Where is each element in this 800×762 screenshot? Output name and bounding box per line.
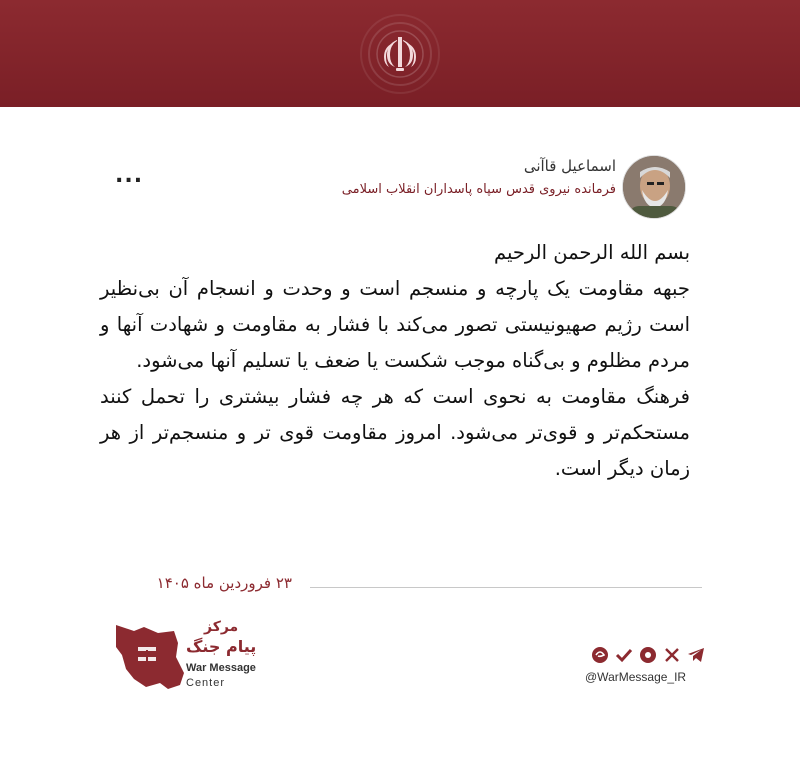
bale-icon[interactable] bbox=[638, 645, 658, 665]
more-options-icon[interactable]: ... bbox=[115, 163, 144, 188]
iran-map-icon bbox=[108, 617, 188, 697]
post-card bbox=[0, 107, 800, 762]
logo-text-markaz: مرکز bbox=[204, 619, 239, 635]
avatar[interactable] bbox=[622, 155, 686, 219]
header-banner bbox=[0, 0, 800, 107]
post-paragraph-2: فرهنگ مقاومت به نحوی است که هر چه فشار بیشتری را تحمل کنند مستحکم‌تر و قوی‌تر می‌شود. امروز مقاومت قوی تر و منسجم‌تر از هر زمان دیگر است. bbox=[100, 385, 690, 480]
logo-text-center: Center bbox=[186, 677, 226, 689]
logo-text-war-message: War Message bbox=[186, 662, 256, 674]
post-body bbox=[100, 235, 690, 487]
war-message-center-logo bbox=[108, 617, 268, 707]
telegram-icon[interactable] bbox=[686, 645, 706, 665]
author-name[interactable]: اسماعیل قاآنی bbox=[523, 157, 616, 175]
iran-emblem-icon bbox=[359, 13, 441, 95]
post-date: ۲۳ فروردین ماه ۱۴۰۵ bbox=[156, 574, 292, 592]
divider bbox=[310, 587, 702, 588]
author-title: فرمانده نیروی قدس سپاه پاسداران انقلاب اسلامی bbox=[341, 182, 616, 197]
check-icon[interactable] bbox=[614, 645, 634, 665]
social-links bbox=[590, 645, 706, 665]
bismillah-line: بسم الله الرحمن الرحیم bbox=[494, 241, 690, 264]
eitaa-icon[interactable] bbox=[590, 645, 610, 665]
social-handle[interactable]: @WarMessage_IR bbox=[585, 670, 687, 684]
post-paragraph-1: جبهه مقاومت یک پارچه و منسجم است و وحدت و انسجام آن بی‌نظیر است رژیم صهیونیستی تصور می‌کند با فشار به مقاومت و شهادت آنها و مردم مظلوم و بی‌گناه موجب شکست یا ضعف یا تسلیم آنها می‌شود. bbox=[100, 277, 690, 372]
logo-text-payam-jang: پیام جنگ bbox=[186, 637, 257, 656]
x-icon[interactable] bbox=[662, 645, 682, 665]
